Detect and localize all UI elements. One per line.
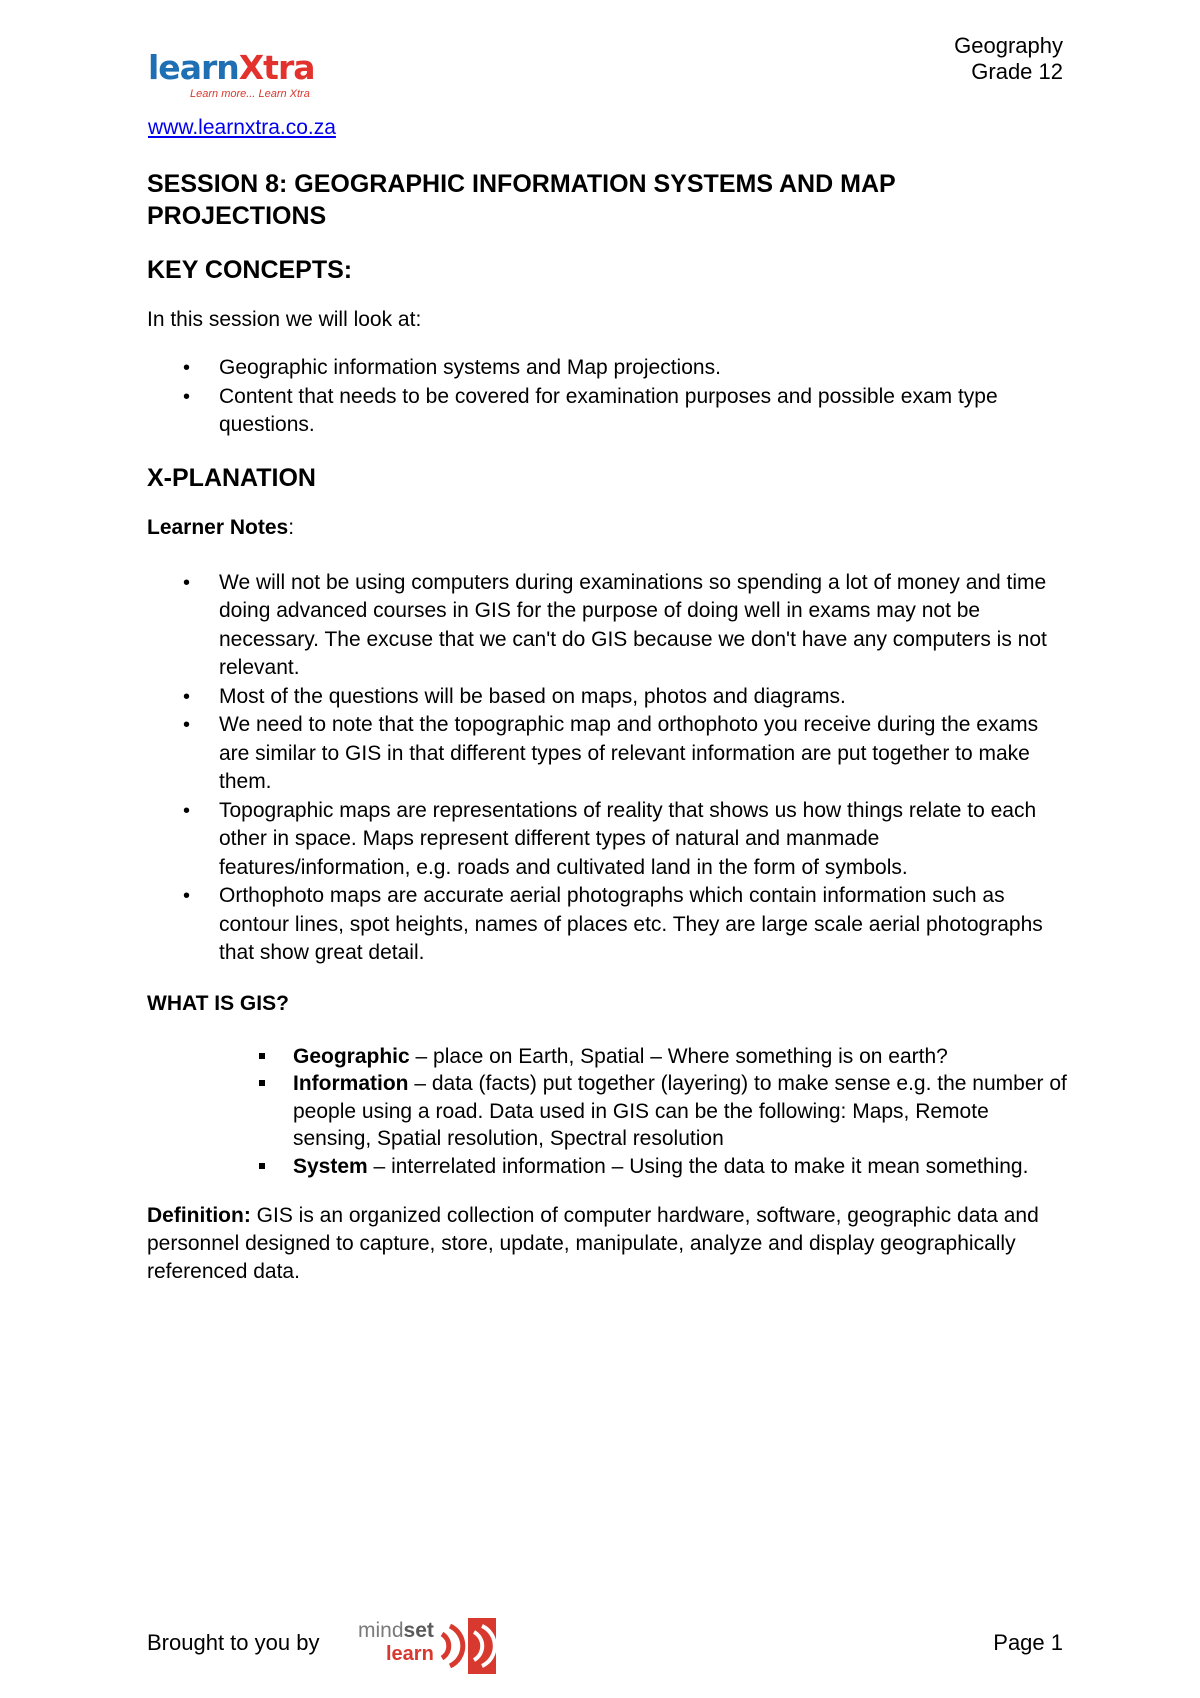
key-concepts-heading: KEY CONCEPTS: xyxy=(147,256,353,284)
list-item: Information – data (facts) put together (layering) to make sense e.g. the number of people using a road. Data used in GIS can be the following: Maps, Remote sensing, Spatial resolution, Spectral resolution xyxy=(147,1070,1067,1153)
logo-tagline: Learn more... Learn Xtra xyxy=(190,88,310,100)
grade: Grade 12 xyxy=(971,59,1063,84)
list-item: • Topographic maps are representations of reality that shows us how things relate to each other in space. Maps represent different types of natural and manmade features/information, e.g. roads and cultivated land in the form of symbols. xyxy=(147,797,1067,883)
list-item: • Content that needs to be covered for examination purposes and possible exam type questions. xyxy=(147,383,1067,440)
page-content xyxy=(147,168,1067,1286)
learner-notes-list xyxy=(147,569,1067,968)
website-link[interactable]: www.learnxtra.co.za xyxy=(148,116,336,139)
mindset-wordmark: mindset xyxy=(358,1619,434,1642)
subject-grade xyxy=(954,33,1063,85)
mindset-learn-logo xyxy=(358,1616,498,1676)
list-item: • Geographic information systems and Map projections. xyxy=(147,354,1067,383)
logo-wordmark: learnXtra xyxy=(148,48,315,87)
list-item: • Most of the questions will be based on maps, photos and diagrams. xyxy=(147,683,1067,712)
session-title: SESSION 8: GEOGRAPHIC INFORMATION SYSTEMS AND MAP PROJECTIONS xyxy=(147,170,896,230)
xplanation-heading: X-PLANATION xyxy=(147,463,316,492)
learn-wordmark: learn xyxy=(386,1643,434,1665)
learnxtra-logo xyxy=(148,50,348,104)
page-number: Page 1 xyxy=(993,1630,1063,1655)
key-concepts-list xyxy=(147,354,1067,440)
gis-terms-list xyxy=(147,1043,1067,1181)
learner-notes-label: Learner Notes: xyxy=(147,515,295,539)
subject: Geography xyxy=(954,33,1063,58)
intro-text: In this session we will look at: xyxy=(147,308,422,331)
brought-by-text: Brought to you by xyxy=(147,1630,320,1655)
list-item: • We need to note that the topographic map and orthophoto you receive during the exams are similar to GIS in that different types of relevant information are put together to make them. xyxy=(147,711,1067,797)
what-is-gis-heading: WHAT IS GIS? xyxy=(147,991,289,1015)
gis-definition: Definition: GIS is an organized collection of computer hardware, software, geographic data and personnel designed to capture, store, update, manipulate, analyze and display geographically referenced data. xyxy=(147,1204,1039,1283)
list-item: System – interrelated information – Using the data to make it mean something. xyxy=(147,1153,1067,1181)
mindset-signal-icon xyxy=(438,1616,498,1676)
list-item: • Orthophoto maps are accurate aerial photographs which contain information such as contour lines, spot heights, names of places etc. They are large scale aerial photographs that show great detail. xyxy=(147,882,1067,968)
list-item: Geographic – place on Earth, Spatial – Where something is on earth? xyxy=(147,1043,1067,1071)
list-item: • We will not be using computers during examinations so spending a lot of money and time doing advanced courses in GIS for the purpose of doing well in exams may not be necessary. The excuse that we can't do GIS because we don't have any computers is not relevant. xyxy=(147,569,1067,683)
